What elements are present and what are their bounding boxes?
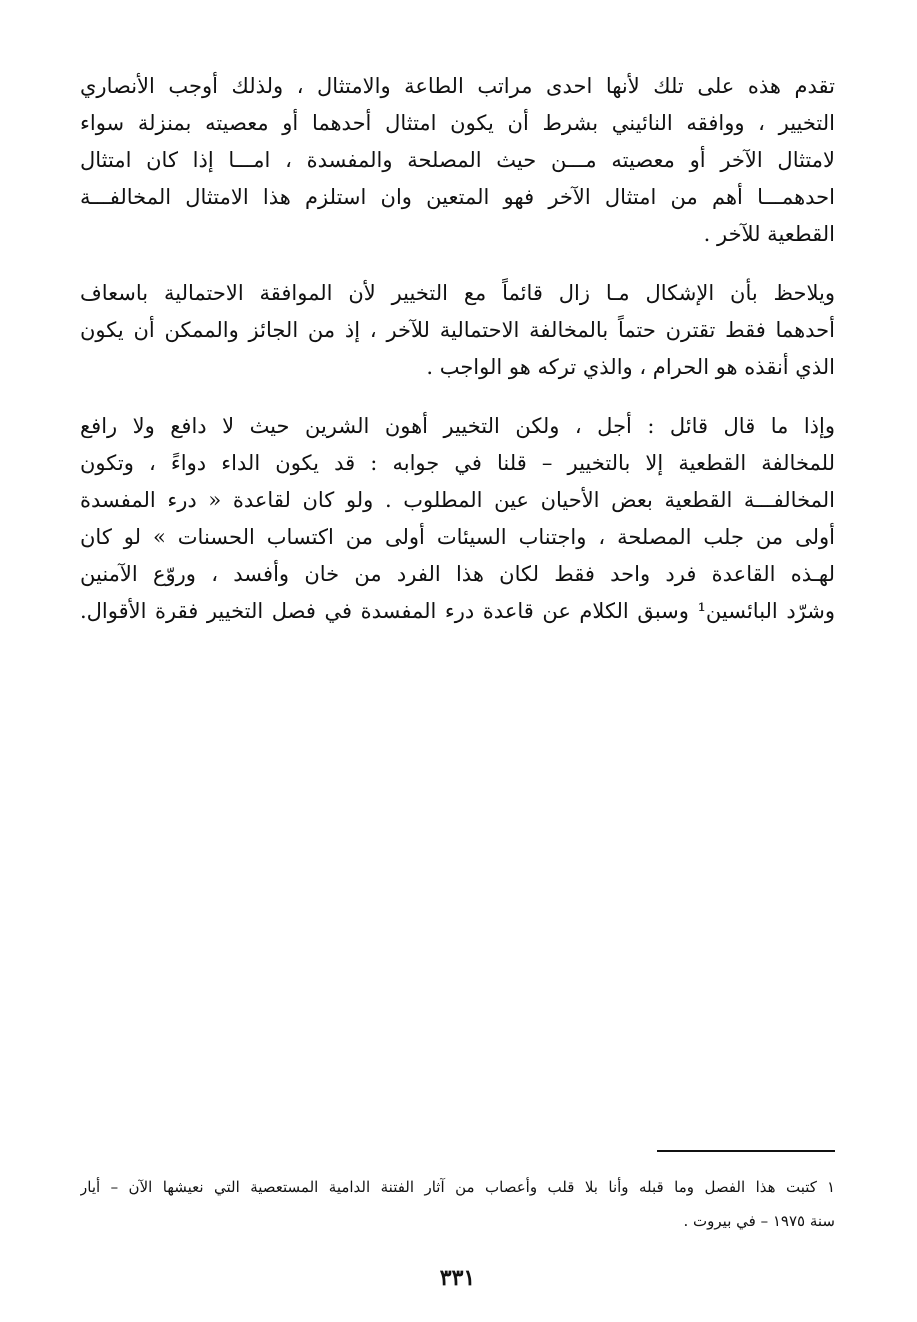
text-line: القطعية للآخر .	[703, 222, 835, 246]
footnote-marker: ١	[826, 1178, 835, 1196]
footnote-line: سنة ١٩٧٥ – في بيروت .	[683, 1212, 835, 1230]
paragraph-2	[80, 275, 835, 386]
text-line: ويلاحظ بأن الإشكال مـا زال قائماً مع التخيير لأن الموافقة الاحتمالية باسعاف	[80, 281, 835, 305]
text-line: الذي أنقذه هو الحرام ، والذي تركه هو الواجب .	[426, 355, 835, 379]
text-line: لهـذه القاعدة فرد واحد فقط لكان هذا الفرد من خان وأفسد ، وروّع الآمنين	[80, 562, 835, 586]
text-line: أحدهما فقط تقترن حتماً بالمخالفة الاحتمالية للآخر ، إذ من الجائز والممكن أن يكون	[80, 318, 835, 342]
paragraph-1	[80, 68, 835, 253]
text-line: التخيير ، ووافقه النائيني بشرط أن يكون امتثال أحدهما أو معصيته بمنزلة سواء	[80, 111, 835, 135]
page-body	[80, 68, 835, 1322]
text-line: احدهمـــا أهم من امتثال الآخر فهو المتعين وان استلزم هذا الامتثال المخالفـــة	[80, 185, 835, 209]
footnote-text: كتبت هذا الفصل وما قبله وأنا بلا قلب وأعصاب من آثار الفتنة الدامية المستعصية التي نعيشها الآن – أيار	[80, 1178, 817, 1196]
text-line: لامتثال الآخر أو معصيته مـــن حيث المصلحة والمفسدة ، امـــا إذا كان امتثال	[80, 148, 835, 172]
text-line: وشرّد البائسين¹ وسبق الكلام عن قاعدة درء المفسدة في فصل التخيير فقرة الأقوال.	[80, 599, 835, 623]
text-line: للمخالفة القطعية إلا بالتخيير – قلنا في جوابه : قد يكون الداء دواءً ، وتكون	[80, 451, 835, 475]
text-line: المخالفـــة القطعية بعض الأحيان عين المطلوب . ولو كان لقاعدة « درء المفسدة	[80, 488, 835, 512]
text-line: تقدم هذه على تلك لأنها احدى مراتب الطاعة والامتثال ، ولذلك أوجب الأنصاري	[80, 74, 835, 98]
text-line: وإذا ما قال قائل : أجل ، ولكن التخيير أهون الشرين حيث لا دافع ولا رافع	[80, 414, 835, 438]
page-number: ٣٣١	[439, 1265, 476, 1291]
text-line: أولى من جلب المصلحة ، واجتناب السيئات أولى من اكتساب الحسنات » لو كان	[80, 525, 835, 549]
paragraph-3	[80, 408, 835, 630]
